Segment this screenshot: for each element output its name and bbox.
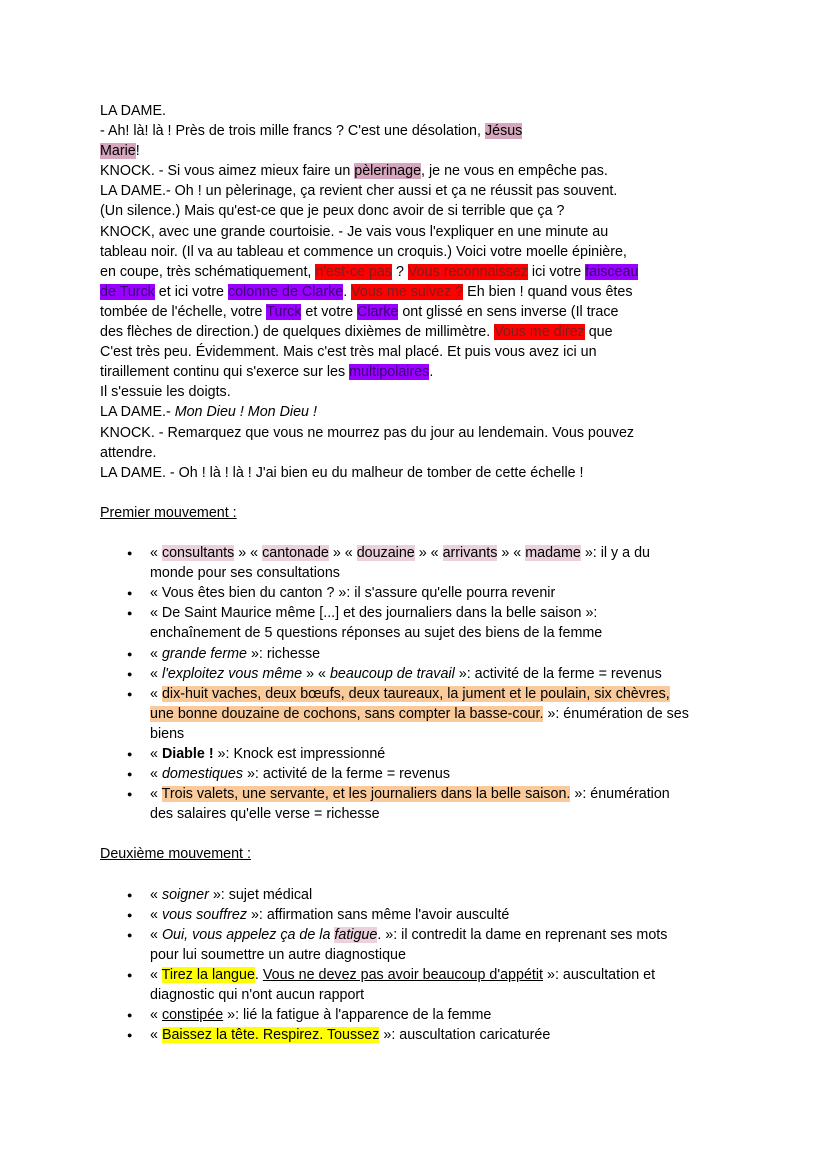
list-item: ● « soigner »: sujet médical xyxy=(100,885,740,905)
dialogue-line: KNOCK. - Si vous aimez mieux faire un pèlerinage, je ne vous en empêche pas. xyxy=(100,163,608,180)
list-item: ● « dix-huit vaches, deux bœufs, deux taureaux, la jument et le poulain, six chèvres, une bonne douzaine de cochons, sans compter la basse-cour. »: énumération de ses biens xyxy=(100,684,740,744)
dialogue-line: des flèches de direction.) de quelques dixièmes de millimètre. Vous me direz que xyxy=(100,324,613,341)
highlight-purple: de Turck xyxy=(100,283,155,300)
list-item: ● « l'exploitez vous même » « beaucoup de travail »: activité de la ferme = revenus xyxy=(100,664,740,684)
dialogue-line: LA DAME. xyxy=(100,103,166,119)
dialogue-line: Marie! xyxy=(100,143,140,160)
list-item: ● « Baissez la tête. Respirez. Toussez »: auscultation caricaturée xyxy=(100,1025,740,1045)
highlight-yellow: Tirez la langue xyxy=(161,967,255,984)
dialogue-line: tiraillement continu qui s'exerce sur les multipolaires. xyxy=(100,364,434,381)
list-item: ● « constipée »: lié la fatigue à l'apparence de la femme xyxy=(100,1005,740,1025)
dialogue-excerpt xyxy=(100,101,740,483)
document-content xyxy=(100,101,740,1045)
list-item: ● « Oui, vous appelez ça de la fatigue. »: il contredit la dame en reprenant ses mots pour lui soumettre un autre diagnostique xyxy=(100,925,740,965)
list-item: ● « Trois valets, une servante, et les journaliers dans la belle saison. »: énumération des salaires qu'elle verse = richesse xyxy=(100,784,740,824)
list-item: ● « consultants » « cantonade » « douzaine » « arrivants » « madame »: il y a du monde pour ses consultations xyxy=(100,543,740,583)
list-item: ● « Diable ! »: Knock est impressionné xyxy=(100,744,740,764)
dialogue-line: LA DAME.- Mon Dieu ! Mon Dieu ! xyxy=(100,404,317,421)
list-item: ● « domestiques »: activité de la ferme = revenus xyxy=(100,764,740,784)
dialogue-line: tableau noir. (Il va au tableau et commence un croquis.) Voici votre moelle épinière, xyxy=(100,243,627,260)
dialogue-line: - Ah! là! là ! Près de trois mille francs ? C'est une désolation, Jésus xyxy=(100,123,523,140)
highlight-purple: multipolaires xyxy=(349,364,430,381)
highlight-purple: Turck xyxy=(266,303,302,320)
dialogue-line: Il s'essuie les doigts. xyxy=(100,384,231,401)
highlight-purple: faisceau xyxy=(585,263,639,280)
list-item: ● « Tirez la langue. Vous ne devez pas avoir beaucoup d'appétit »: auscultation et diagnostic qui n'ont aucun rapport xyxy=(100,965,740,1005)
list-item: ● « grande ferme »: richesse xyxy=(100,644,740,664)
highlight-pink: pèlerinage xyxy=(354,163,422,180)
highlight-red: Vous reconnaissez xyxy=(407,263,528,280)
deuxieme-bullet-list xyxy=(100,885,740,1046)
dialogue-line: de Turck et ici votre colonne de Clarke. Vous me suivez ? Eh bien ! quand vous êtes xyxy=(100,283,633,300)
dialogue-line: LA DAME. - Oh ! là ! là ! J'ai bien eu du malheur de tomber de cette échelle ! xyxy=(100,464,584,481)
dialogue-line: C'est très peu. Évidemment. Mais c'est très mal placé. Et puis vous avez ici un xyxy=(100,344,597,361)
list-item: ● « De Saint Maurice même [...] et des journaliers dans la belle saison »: enchaînement de 5 questions réponses au sujet des biens de la femme xyxy=(100,603,740,643)
highlight-orange: Trois valets, une servante, et les journaliers dans la belle saison. xyxy=(161,786,571,803)
premier-bullet-list xyxy=(100,543,740,824)
section-heading-deuxieme: Deuxième mouvement : xyxy=(100,846,251,863)
italic-text: Mon Dieu ! Mon Dieu ! xyxy=(174,404,317,421)
dialogue-line: LA DAME.- Oh ! un pèlerinage, ça revient cher aussi et ça ne réussit pas souvent. xyxy=(100,183,618,200)
list-item: ● « Vous êtes bien du canton ? »: il s'assure qu'elle pourra revenir xyxy=(100,583,740,603)
dialogue-line: en coupe, très schématiquement, n'est-ce pas ? Vous reconnaissez ici votre faisceau xyxy=(100,263,639,280)
dialogue-line: attendre. xyxy=(100,444,157,461)
dialogue-line: KNOCK. - Remarquez que vous ne mourrez pas du jour au lendemain. Vous pouvez xyxy=(100,424,635,441)
section-heading-premier: Premier mouvement : xyxy=(100,504,237,521)
highlight-pink: Marie xyxy=(100,143,136,160)
highlight-red: n'est-ce pas xyxy=(315,263,393,280)
highlight-purple: colonne de Clarke xyxy=(227,283,344,300)
highlight-red: Vous me suivez ? xyxy=(351,283,464,300)
dialogue-line: (Un silence.) Mais qu'est-ce que je peux donc avoir de si terrible que ça ? xyxy=(100,203,565,220)
highlight-purple: Clarke xyxy=(357,303,399,320)
list-item: ● « vous souffrez »: affirmation sans même l'avoir ausculté xyxy=(100,905,740,925)
highlight-orange: dix-huit vaches, deux bœufs, deux taureaux, la jument et le poulain, six chèvres, xyxy=(161,685,670,702)
dialogue-line: tombée de l'échelle, votre Turck et votre Clarke ont glissé en sens inverse (Il trace xyxy=(100,303,619,320)
highlight-yellow: Baissez la tête. Respirez. Toussez xyxy=(161,1027,380,1044)
dialogue-line: KNOCK, avec une grande courtoisie. - Je vais vous l'expliquer en une minute au xyxy=(100,223,609,240)
highlight-pink: Jésus xyxy=(484,123,523,140)
highlight-orange: une bonne douzaine de cochons, sans compter la basse-cour. xyxy=(150,705,544,722)
highlight-red: Vous me direz xyxy=(494,324,585,341)
